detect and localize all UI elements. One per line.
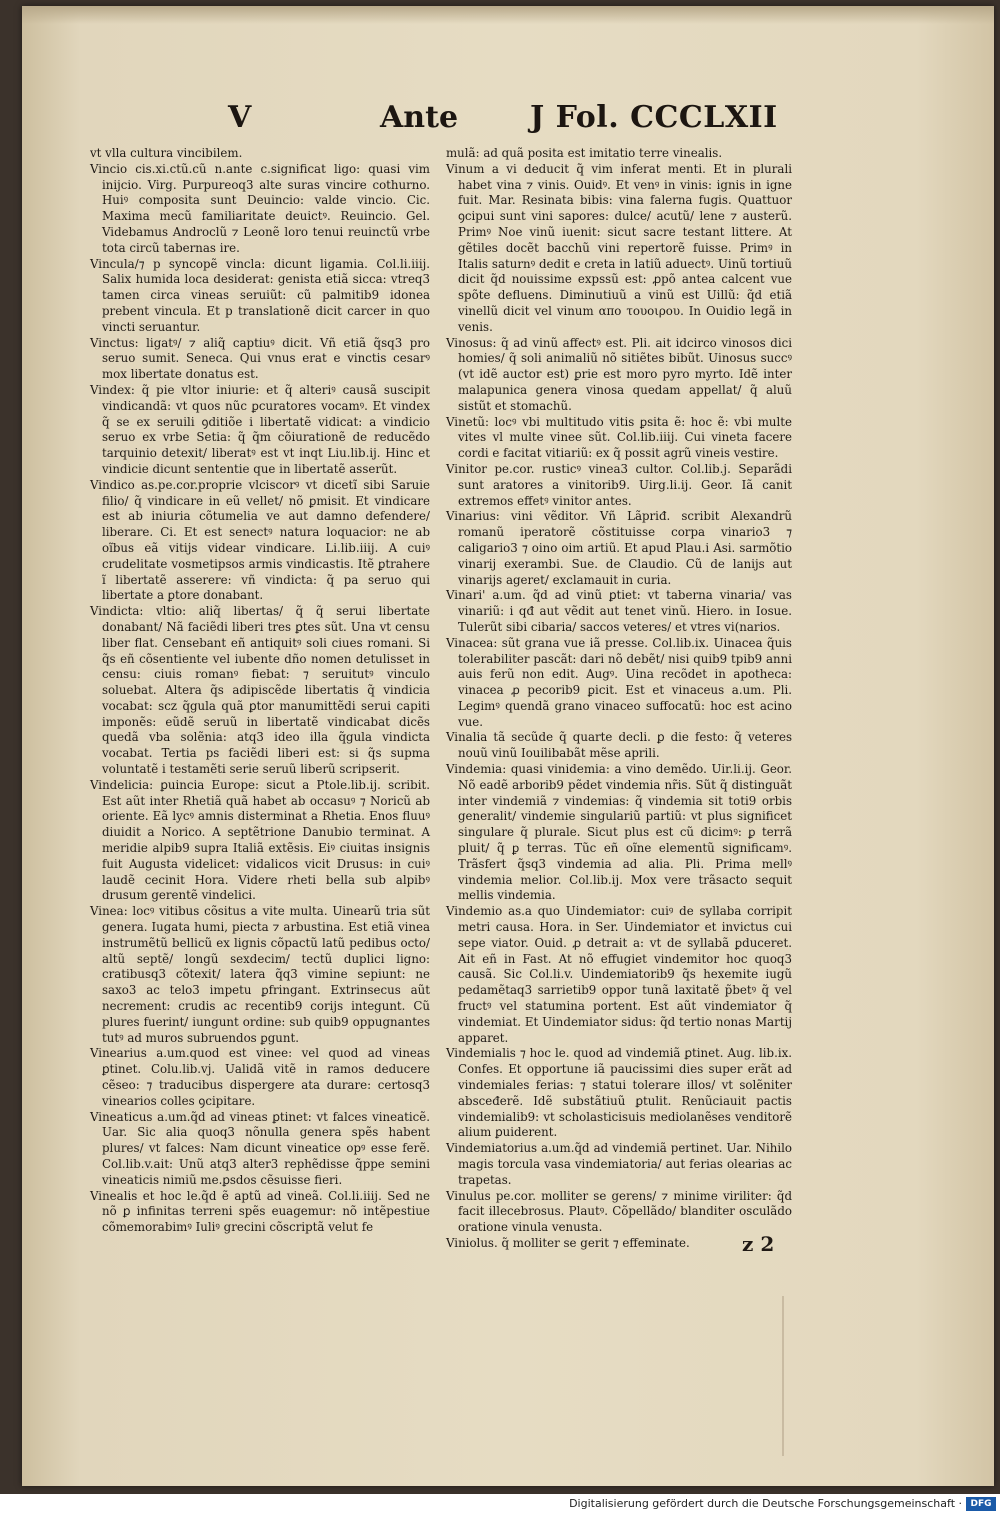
dictionary-entry: Vinosus: q̃ ad vinũ affectꝰ est. Pli. ait idcirco vinosos dici homies/ q̃ soli animaliũ nõ sitiẽtes bibũt. Uinosus succꝰ (vt idẽ auctor est) ꝑrie est moro pyro myrto. Idẽ inter malapunica genera vinosa quedam appellat/ q̃ aluũ sistũt et stomachũ. [446, 335, 792, 413]
right-column [446, 146, 792, 1252]
running-head [210, 100, 790, 144]
dictionary-entry: Vinari' a.um. q̃d ad vinũ ꝑtiet: vt taberna vinaria/ vas vinariũ: i qđ aut vẽdit aut tenet vinũ. Hiero. in Iosue. Tulerũt sibi cibaria/ saccos veteres/ et vtres vi(narios. [446, 588, 792, 634]
dictionary-entry: Vinea: locꝰ vitibus cõsitus a vite multa. Uinearũ tria sũt genera. Iugata humi, piecta ⁊ arbustina. Est etiã vinea instrumẽtũ bellicũ ex lignis cõpactũ latũ pedibus octo/ altũ septẽ/ longũ sexdecim/ tectũ duplici ligno: cratibusq3 cõtexit/ latera q̃q3 vimine sepiunt: ne saxo3 ac telo3 impetu ꝑfringant. Extrinsecus aũt necrement: crudis ac recentib9 corijs integunt. Cũ plures fuerint/ iungunt ordine: sub quib9 oppugnantes tutꝰ ad muros subruendos ꝑgunt. [90, 904, 430, 1045]
dictionary-entry: Vindex: q̃ pie vltor iniurie: et q̃ alteriꝰ causã suscipit vindicandã: vt quos nũc ꝑcuratores vocamꝰ. Et vindex q̃ se ex seruili ꝯditiõe i libertatẽ vidicat: a vindicio seruo ex vrbe Setia: q̃ q̃m cõiurationẽ de reducẽdo tarquinio detexit/ liberatꝰ est vt inqt Liu.lib.ij. Hinc et vindicie dicunt sententie que in libertatẽ asserũt. [90, 382, 430, 476]
dictionary-entry: Vinum a vi deducit q̃ vim inferat menti. Et in plurali habet vina ⁊ vinis. Ouidꝰ. Et venꝰ in vinis: ignis in igne fuit. Mar. Resinata bibis: vina falerna fugis. Quattuor ꝯcipui sunt vini sapores: dulce/ acutũ/ lene ⁊ austerũ. Primꝰ Noe vinũ iuenit: sicut sacre testant littere. At gẽtiles docẽt bacchũ vini repertorẽ fuisse. Primꝰ in Italis saturnꝰ dedit e creta in latiũ aduectꝰ. Uinũ tortiuũ dicit q̃d nouissime expssũ est: ꝓpõ antea calcent vue spõte defluens. Diminutiuũ a vinũ est Uillũ: q̃d etiã vinellũ dicit vel vinum απο τουοιρου. In Ouidio legã in venis. [446, 161, 792, 334]
dictionary-entry: Vinctus: ligatꝰ/ ⁊ aliq̃ captiuꝰ dicit. Vñ etiã q̃sq3 pro seruo sumit. Seneca. Qui vnus erat e vinctis cesarꝰ mox libertate donatus est. [90, 335, 430, 382]
dictionary-entry: Vindelicia: ꝑuincia Europe: sicut a Ptole.lib.ij. scribit. Est aũt inter Rhetiã quã habet ab occasuꝰ ⁊ Noricũ ab oriente. Eã lycꝰ amnis disterminat a Rhetia. Enos fluuꝰ diuidit a Norico. A septẽtrione Danubio terminat. A meridie alpib9 supra Italiã extẽsis. Eiꝰ ciuitas insignis fuit Augusta videlicet: vidalicos vicit Drusus: in cuiꝰ laudẽ cecinit Hora. Videre rheti bella sub alpibꝰ drusum gerentẽ vindelici. [90, 777, 430, 903]
dictionary-entry: Vindico as.pe.cor.proprie vlciscorꝰ vt dicetĩ sibi Saruie filio/ q̃ vindicare in eũ vellet/ nõ ꝑmisit. Et vindicare est ab iniuria cõtumelia ve aut damno defendere/ liberare. Ci. Et est senectꝰ natura loquacior: ne ab oĩbus eã vitijs videar vindicare. Li.lib.iiij. A cuiꝰ crudelitate vosmetipsos armis vindicastis. Itẽ ꝑtrahere ĩ libertatẽ asserere: vñ vindicta: q̃ pa seruo qui libertate a ꝑtore donabant. [90, 477, 430, 603]
dfg-logo: DFG [966, 1497, 996, 1511]
dictionary-entry: Vinearius a.um.quod est vinee: vel quod ad vineas ꝑtinet. Colu.lib.vj. Ualidã vitẽ in ramos deducere cẽseo: ⁊ traducibus dispergere ata durare: certosq3 vinearios colles ꝯcipitare. [90, 1046, 430, 1108]
folio-number: J Fol. CCCLXII [530, 100, 778, 135]
dictionary-entry: Vindicta: vltio: aliq̃ libertas/ q̃ q̃ serui libertate donabant/ Nã faciẽdi liberi tres ꝑtes sũt. Una vt censu liber flat. Censebant eñ antiquitꝰ soli ciues romani. Si q̃s eñ cõsentiente vel iubente dño nomen detulisset in censu: ciuis romanꝰ fiebat: ⁊ seruitutꝰ vinculo soluebat. Altera q̃s adipiscẽde libertatis q̃ vindicia vocabat: scz q̃gula quã ꝑtor manumittẽdi serui capiti imponẽs: eũdẽ seruũ in libertatẽ vindicabat dicẽs quedã vba solẽnia: atq3 ideo illa q̃gula vindicta vocabat. Tertia ps faciẽdi liberi est: si q̃s supma voluntatẽ i testamẽti serie seruũ liberũ scripserit. [90, 604, 430, 777]
credit-bar [0, 1494, 1000, 1515]
dictionary-entry: Vinacea: sũt grana vue iã presse. Col.lib.ix. Uinacea q̃uis tolerabiliter pascãt: dari nõ debẽt/ nisi quib9 tpib9 anni auis ferũ non edit. Augꝰ. Uina recõdet in apotheca: vinacea ꝓ pecorib9 ꝑicit. Est et vinaceus a.um. Pli. Legimꝰ quendã grano vinaceo suffocatũ: hoc est acino vue. [446, 635, 792, 729]
dictionary-entry: Vincula/⁊ p syncopẽ vincla: dicunt ligamia. Col.li.iiij. Salix humida loca desiderat: genista etiã sicca: vtreq3 tamen circa vineas seruiũt: cũ palmitib9 idonea prebent vincula. Et p translationẽ dicit carcer in quo vincti seruantur. [90, 256, 430, 334]
dictionary-entry: vt vlla cultura vincibilem. [90, 146, 243, 160]
dictionary-entry: Vindemia: quasi vinidemia: a vino demẽdo. Uir.li.ij. Geor. Nõ eadẽ arborib9 pẽdet vindemia nr̃is. Sũt q̃ distinguãt inter vindemiã ⁊ vindemias: q̃ vindemia sit toti9 orbis generalit/ vindemie singulariũ partiũ: vt plus significet singulare q̃ plurale. Sicut plus est cũ dicimꝰ: ꝑ terrã pluit/ q̃ ꝑ terras. Tũc eñ oĩne elementũ significamꝰ. Trãsfert q̃sq3 vindemia ad alia. Pli. Prima mellꝰ vindemia melior. Col.lib.ij. Mox vere trãsacto sequit mellis vindemia. [446, 762, 792, 903]
dictionary-entry: Vinarius: vini vẽditor. Vñ Lãpriđ. scribit Alexandrũ romanũ iperatorẽ cõstituisse corpa vinario3 ⁊ caligario3 ⁊ oino oim artiũ. Et apud Plau.i Asi. sarmõtio vinarij exerambi. Sue. de Claudio. Cũ de lanijs aut vinarijs ageret/ exclamauit in curia. [446, 509, 792, 587]
dictionary-entry: Vinalia tã secũde q̃ quarte decli. ꝑ die festo: q̃ veteres nouũ vinũ Iouilibabãt mẽse aprili. [446, 730, 792, 761]
running-head-left: V [228, 100, 252, 135]
dictionary-entry: Vinitor pe.cor. rusticꝰ vinea3 cultor. Col.lib.j. Separãdi sunt aratores a vinitorib9. Uirg.li.ij. Geor. Iã canit extremos effetꝰ vinitor antes. [446, 461, 792, 508]
dictionary-entry: Vindemio as.a quo Uindemiator: cuiꝰ de syllaba corripit metri causa. Hora. in Ser. Uindemiator et invictus cui sepe viator. Ouid. ꝓ detrait a: vt de syllabã ꝑduceret. Ait eñ in Fast. At nõ effugiet vindemitor hoc quoq3 causã. Sic Col.li.v. Uindemiatorib9 q̃s hexemite iugũ pedamẽtaq3 sarrietib9 oppor tunã laxitatẽ p̃betꝰ q̃ vel fructꝰ vel statumina portent. Est aũt vindemiator q̃ vindemiat. Et Uindemiator sidus: q̃d tertio nonas Martij apparet. [446, 904, 792, 1045]
signature-mark: z 2 [742, 1232, 775, 1256]
left-column [90, 146, 430, 1236]
digitization-credit: Digitalisierung gefördert durch die Deutsche Forschungsgemeinschaft · [569, 1497, 962, 1510]
dictionary-entry: Vindemialis ⁊ hoc le. quod ad vindemiã ꝑtinet. Aug. lib.ix. Confes. Et opportune iã paucissimi dies super erãt ad vindemiales ferias: ⁊ statui tolerare illos/ vt solẽniter absceđerẽ. Idẽ substãtiuũ ꝑtulit. Renũciauit pactis vindemialib9: vt scholasticisuis mediolanẽses venditorẽ alium ꝑuiderent. [446, 1046, 792, 1140]
dictionary-entry: Vincio cis.xi.ctũ.cũ n.ante c.significat ligo: quasi vim inijcio. Virg. Purpureoq3 alte suras vincire cothurno. Huiꝰ composita sunt Deuincio: valde vincio. Cic. Maxima mecũ familiaritate deuictꝰ. Reuincio. Gel. Videbamus Androclũ ⁊ Leonẽ loro tenui reuinctũ vrbe tota circũ tabernas ire. [90, 161, 430, 255]
dictionary-entry: Viniolus. q̃ molliter se gerit ⁊ effeminate. [446, 1235, 690, 1250]
dictionary-entry: Vinulus pe.cor. molliter se gerens/ ⁊ minime viriliter: q̃d facit illecebrosus. Plautꝰ. Cõpellãdo/ blanditer osculãdo oratione vinula venusta. [446, 1188, 792, 1235]
dictionary-entry: Vindemiatorius a.um.q̃d ad vindemiã pertinet. Uar. Nihilo magis torcula vasa vindemiatoria/ aut ferias olearias ac trapetas. [446, 1141, 792, 1187]
dictionary-entry: Vinealis et hoc le.q̃d ẽ aptũ ad vineã. Col.li.iiij. Sed ne nõ ꝑ infinitas terreni spẽs euagemur: nõ intẽpestiue cõmemorabimꝰ Iuliꝰ grecini cõscriptã velut fe [90, 1188, 430, 1235]
dictionary-entry: mulã: ad quã posita est imitatio terre vinealis. [446, 146, 723, 160]
dictionary-entry: Vineaticus a.um.q̃d ad vineas ꝑtinet: vt falces vineaticẽ. Uar. Sic alia quoq3 nõnulla genera spẽs habent plures/ vt falces: Nam dicunt vineatice opꝰ esse ferẽ. Col.lib.v.ait: Unũ atq3 alter3 rephẽdisse q̃ppe semini vineaticis nimiũ me.ꝑsdos cẽsuisse fieri. [90, 1109, 430, 1187]
dictionary-entry: Vinetũ: locꝰ vbi multitudo vitis ꝑsita ẽ: hoc ẽ: vbi multe vites vl multe vinee sũt. Col.lib.iiij. Cui vineta facere cordi e facitat vitiariũ: ex q̃ possit agrũ vineis vestire. [446, 414, 792, 461]
running-head-center: Ante [380, 100, 459, 135]
paper-stain [782, 1296, 784, 1456]
